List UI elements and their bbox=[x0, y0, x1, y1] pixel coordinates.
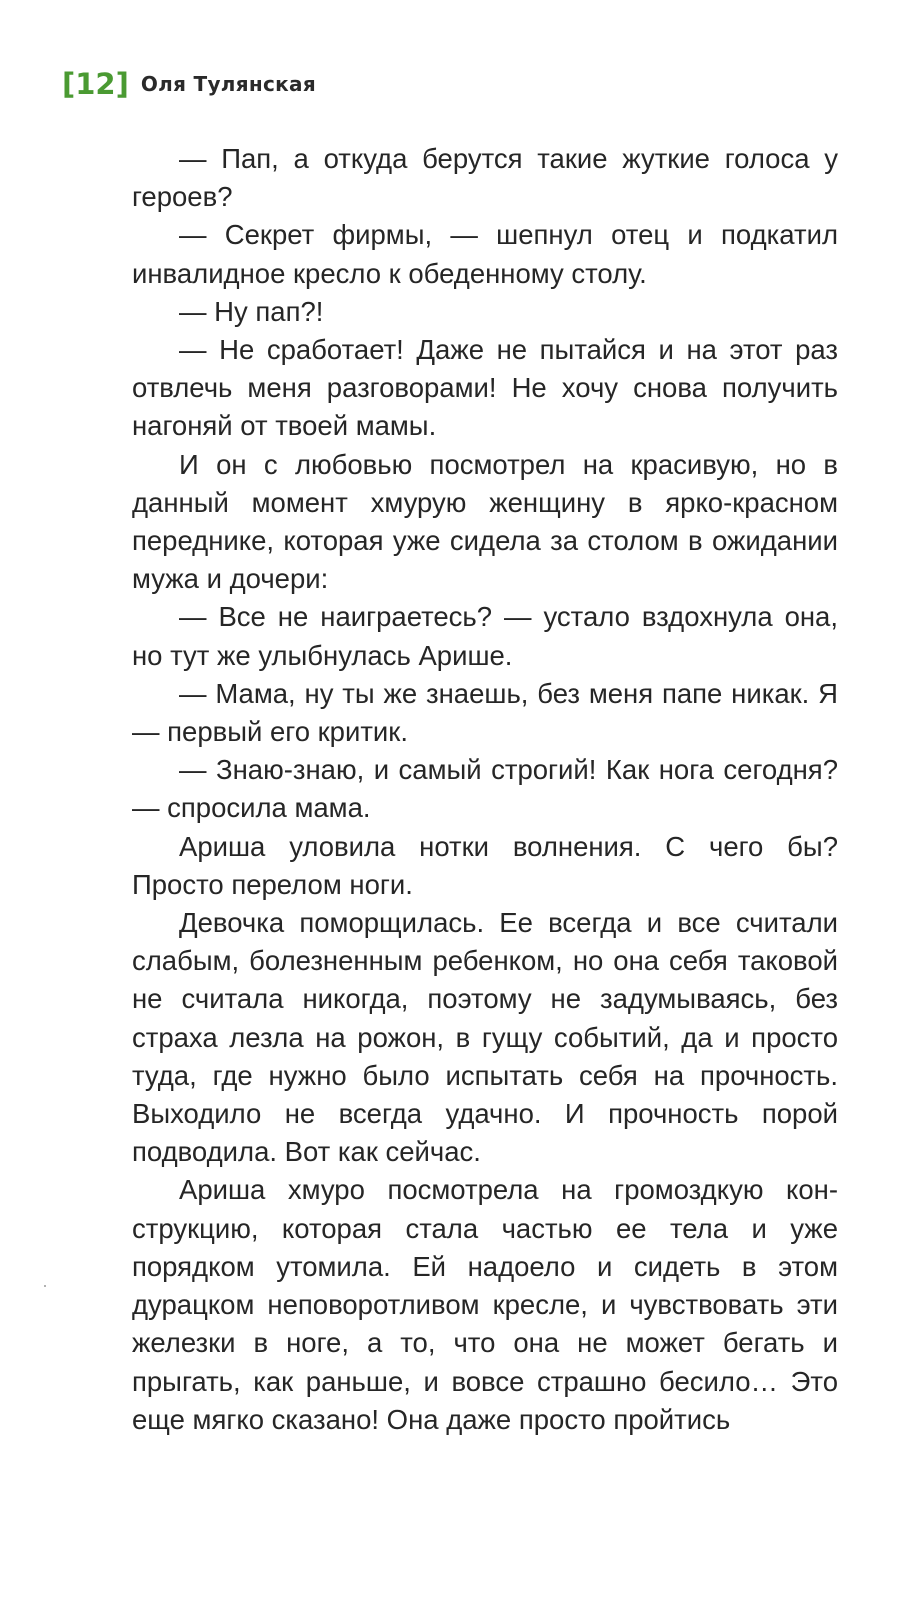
paragraph: Ариша уловила нотки волнения. С чего бы? Просто перелом ноги. bbox=[132, 830, 838, 900]
paragraph: — Все не наиграетесь? — устало вздохнула она, но тут же улыбнулась Арише. bbox=[132, 601, 838, 671]
paragraph: — Секрет фирмы, — шепнул отец и подкатил инвалидное кресло к обеденному столу. bbox=[132, 219, 838, 289]
paragraph: — Не сработает! Даже не пытайся и на этот раз отвлечь меня разговорами! Не хочу снова получить нагоняй от твоей мамы. bbox=[132, 334, 838, 442]
paragraph: — Ну пап?! bbox=[179, 295, 324, 327]
body-text bbox=[132, 140, 838, 1439]
paragraph: Девочка поморщилась. Ее всегда и все считали слабым, болезненным ребенком, но она себя таковой не считала никогда, поэтому не задумываясь, без страха лезла на рожон, в гущу событий, да и просто туда, где нужно было испытать себя на прочность. Выходило не всегда удачно. И прочность порой подводила. Вот как сейчас. bbox=[132, 907, 838, 1168]
print-speck bbox=[44, 1285, 46, 1287]
paragraph: — Пап, а откуда берутся такие жуткие голоса у героев? bbox=[132, 143, 838, 213]
author-name: Оля Тулянская bbox=[140, 72, 316, 96]
paragraph: Ариша хмуро посмотрела на громоздкую конструкцию, которая стала частью ее тела и уже порядком утомила. Ей надоело и сидеть в этом дурацком неповоротливом кресле, и чувствовать эти железки в ноге, а то, что она не может бегать и прыгать, как раньше, и вовсе страшно бесило… Это еще мягко сказано! Она даже просто пройтись bbox=[132, 1174, 838, 1435]
paragraph: — Знаю-знаю, и самый строгий! Как нога сегодня? — спросила мама. bbox=[132, 754, 838, 824]
paragraph: И он с любовью посмотрел на красивую, но в данный момент хмурую женщину в ярко-красном переднике, которая уже сидела за столом в ожидании мужа и дочери: bbox=[132, 448, 838, 595]
page-number: [12] bbox=[62, 67, 129, 101]
paragraph: — Мама, ну ты же знаешь, без меня папе никак. Я — первый его критик. bbox=[132, 677, 838, 748]
running-header bbox=[62, 62, 316, 106]
